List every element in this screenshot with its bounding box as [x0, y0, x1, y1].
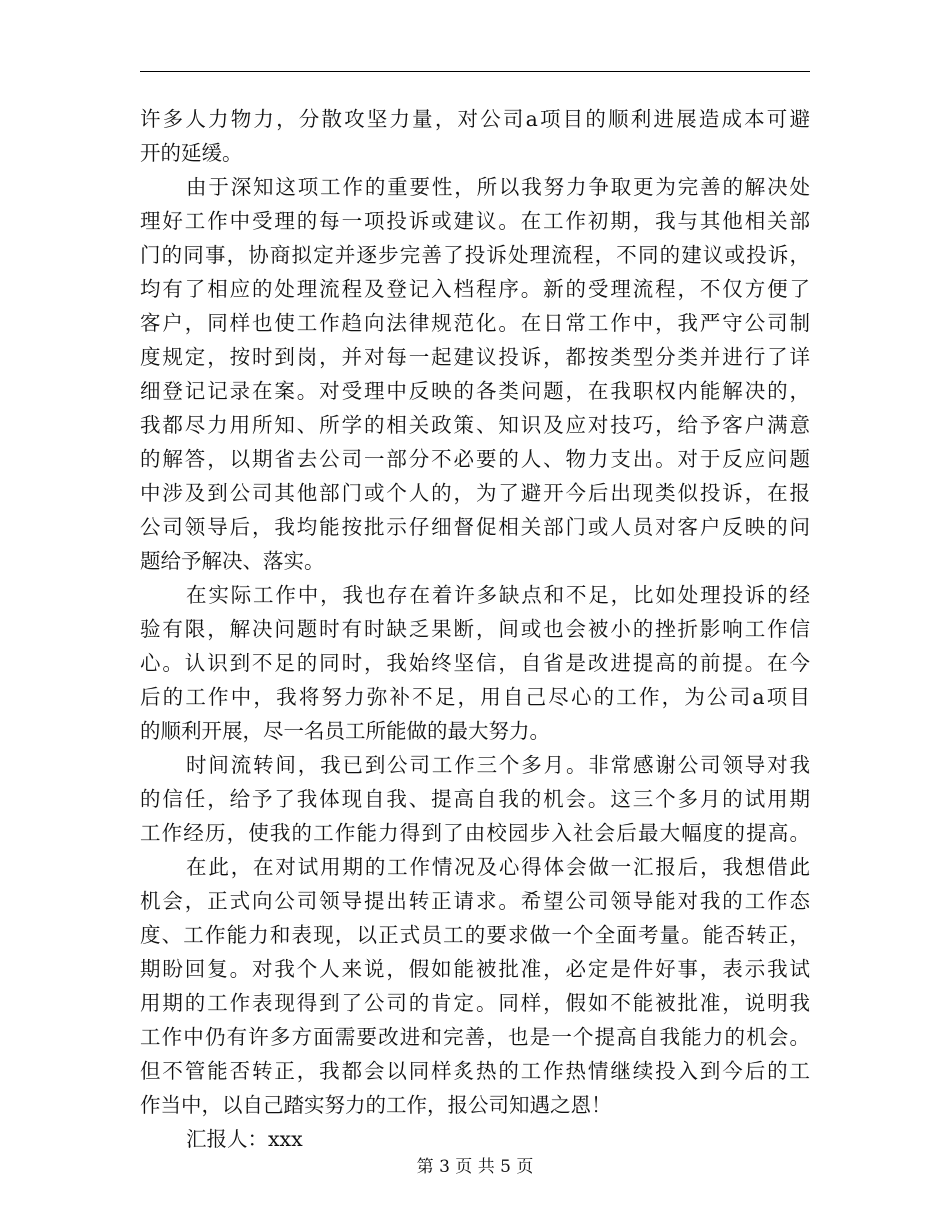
text-line: 工作中仍有许多方面需要改进和完善，也是一个提高自我能力的机会。: [140, 1025, 810, 1049]
header-rule: [140, 71, 810, 72]
text-line: 开的延缓。: [140, 141, 243, 165]
text-line: 均有了相应的处理流程及登记入档程序。新的受理流程，不仅方便了: [140, 277, 810, 301]
text-line: 中涉及到公司其他部门或个人的，为了避开今后出现类似投诉，在报: [140, 481, 810, 505]
text-line: 期盼回复。对我个人来说，假如能被批准，必定是件好事，表示我试: [140, 957, 810, 981]
text-line: 由于深知这项工作的重要性，所以我努力争取更为完善的解决处: [186, 175, 810, 199]
text-line: 细登记记录在案。对受理中反映的各类问题，在我职权内能解决的，: [140, 379, 810, 403]
text-line: 在实际工作中，我也存在着许多缺点和不足，比如处理投诉的经: [186, 583, 810, 607]
text-line: 心。认识到不足的同时，我始终坚信，自省是改进提高的前提。在今: [140, 651, 810, 675]
text-line: 但不管能否转正，我都会以同样炙热的工作热情继续投入到今后的工: [140, 1059, 810, 1083]
document-body: [140, 102, 810, 1156]
text-line: 后的工作中，我将努力弥补不足，用自己尽心的工作，为公司a项目: [140, 685, 810, 709]
text-line: 机会，正式向公司领导提出转正请求。希望公司领导能对我的工作态: [140, 889, 810, 913]
text-line: 在此，在对试用期的工作情况及心得体会做一汇报后，我想借此: [186, 855, 810, 879]
text-line: 我都尽力用所知、所学的相关政策、知识及应对技巧，给予客户满意: [140, 413, 810, 437]
page-footer: 第 3 页 共 5 页: [416, 1157, 534, 1177]
text-line: 验有限，解决问题时有时缺乏果断，间或也会被小的挫折影响工作信: [140, 617, 810, 641]
text-line: 的解答，以期省去公司一部分不必要的人、物力支出。对于反应问题: [140, 447, 810, 471]
text-line: 的信任，给予了我体现自我、提高自我的机会。这三个多月的试用期: [140, 787, 810, 811]
text-line: 度、工作能力和表现，以正式员工的要求做一个全面考量。能否转正，: [140, 923, 810, 947]
text-line: 度规定，按时到岗，并对每一起建议投诉，都按类型分类并进行了详: [140, 345, 810, 369]
text-line: 公司领导后，我均能按批示仔细督促相关部门或人员对客户反映的问: [140, 515, 810, 539]
text-line: 作当中，以自己踏实努力的工作，报公司知遇之恩！: [140, 1093, 612, 1117]
text-line: 许多人力物力，分散攻坚力量，对公司a项目的顺利进展造成本可避: [140, 107, 810, 131]
text-line: 用期的工作表现得到了公司的肯定。同样，假如不能被批准，说明我: [140, 991, 810, 1015]
text-line: 门的同事，协商拟定并逐步完善了投诉处理流程，不同的建议或投诉，: [140, 243, 810, 267]
text-line: 工作经历，使我的工作能力得到了由校园步入社会后最大幅度的提高。: [140, 821, 810, 845]
text-line: 的顺利开展，尽一名员工所能做的最大努力。: [140, 719, 550, 743]
text-line: 题给予解决、落实。: [140, 549, 325, 573]
text-line: 时间流转间，我已到公司工作三个多月。非常感谢公司领导对我: [186, 753, 810, 777]
text-line: 客户，同样也使工作趋向法律规范化。在日常工作中，我严守公司制: [140, 311, 810, 335]
text-line: 理好工作中受理的每一项投诉或建议。在工作初期，我与其他相关部: [140, 209, 810, 233]
signature-line: 汇报人：xxx: [186, 1127, 303, 1151]
